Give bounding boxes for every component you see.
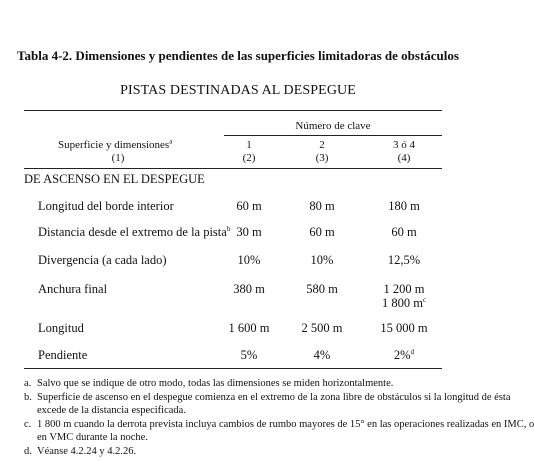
col2-number: (3) <box>315 152 329 164</box>
table-cell: 60 m <box>309 225 335 239</box>
table-cell: 12,5% <box>387 253 421 267</box>
table-cell: 2 500 m <box>301 321 343 335</box>
section-heading: DE ASCENSO EN EL DESPEGUE <box>24 172 205 186</box>
row-label: Anchura final <box>38 282 108 296</box>
table-cell: 5% <box>240 348 258 362</box>
table-cell: 580 m <box>306 282 338 296</box>
footnote-b-continued: excede de la distancia especificada. <box>37 405 186 416</box>
footnote-a: a. Salvo que se indique de otro modo, todas las dimensiones se miden horizontalmente. <box>24 378 394 389</box>
footnote-c: c. 1 800 m cuando la derrota prevista incluya cambios de rumbo mayores de 15° en las operaciones realizadas en IMC, o <box>24 419 534 430</box>
col2-key: 2 <box>319 139 325 151</box>
table-cell: 2%$^d$ <box>393 347 415 362</box>
clave-label: Número de clave <box>295 120 371 132</box>
surface-header: Superficie y dimensiones$^a$ <box>58 137 173 151</box>
table-title: Tabla 4-2. Dimensiones y pendientes de las superficies limitadoras de obstáculos <box>17 48 459 63</box>
table-cell: 60 m <box>391 225 417 239</box>
table-subtitle: PISTAS DESTINADAS AL DESPEGUE <box>120 83 356 98</box>
table-cell: 60 m <box>236 199 262 213</box>
top-rule <box>24 110 442 111</box>
footnote-d: d. Véanse 4.2.24 y 4.2.26. <box>24 446 137 457</box>
clave-rule <box>224 135 442 136</box>
table-cell: 10% <box>237 253 261 267</box>
row-label: Divergencia (a cada lado) <box>38 253 167 267</box>
table-cell: 1 600 m <box>228 321 270 335</box>
table-cell: 10% <box>310 253 334 267</box>
col3-number: (4) <box>397 152 411 164</box>
table-cell: 1 200 m <box>383 282 425 296</box>
row-label: Pendiente <box>38 348 88 362</box>
table-cell: 30 m <box>236 225 262 239</box>
header-rule <box>24 168 442 169</box>
table-cell: 4% <box>313 348 331 362</box>
table-cell: 15 000 m <box>380 321 428 335</box>
col3-key: 3 ó 4 <box>393 139 415 151</box>
footnote-b: b. Superficie de ascenso en el despegue comienza en el extremo de la zona libre de obstáculos si la longitud de ésta <box>24 392 511 403</box>
col1-number: (2) <box>242 152 256 164</box>
table-cell: 380 m <box>233 282 265 296</box>
row-label: Longitud del borde interior <box>38 199 174 213</box>
footnote-c-continued: en VMC durante la noche. <box>37 432 148 443</box>
bottom-rule <box>24 368 442 369</box>
table-cell: 180 m <box>388 199 420 213</box>
col0-number: (1) <box>111 152 125 164</box>
row-label: Distancia desde el extremo de la pista$^b$ <box>38 224 231 239</box>
col1-key: 1 <box>246 139 252 151</box>
table-cell: 80 m <box>309 199 335 213</box>
table-cell-secondary: 1 800 $m^c$ <box>381 295 427 310</box>
row-label: Longitud <box>38 321 84 335</box>
